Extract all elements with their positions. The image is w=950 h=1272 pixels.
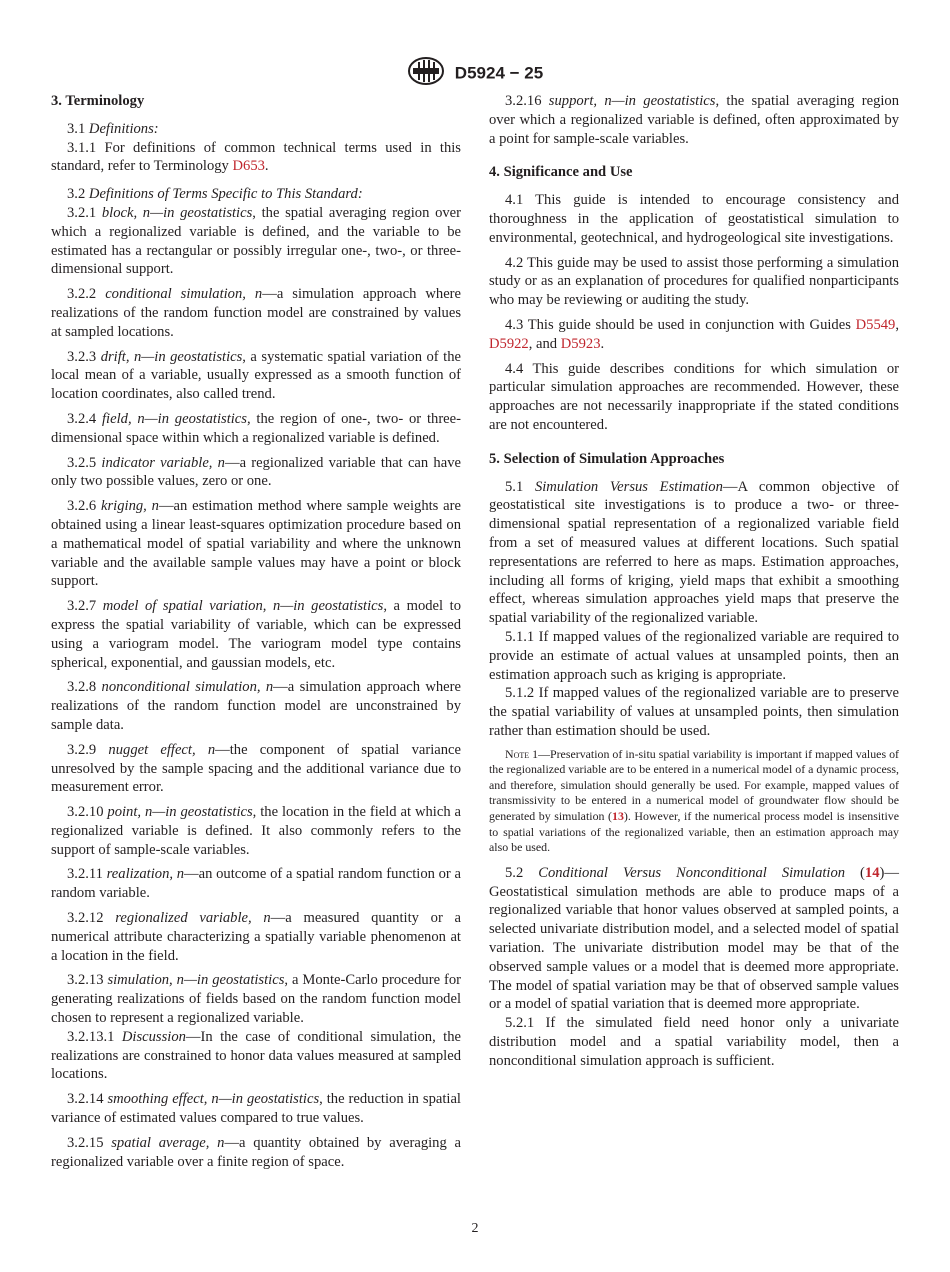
para-3-2-5: 3.2.5 indicator variable, n—a regionalized variable that can have only two possible values, zero or one. xyxy=(51,454,461,490)
para-4-3: 4.3 This guide should be used in conjunction with Guides D5549, D5922, and D5923. xyxy=(489,316,899,352)
para-3-2-8: 3.2.8 nonconditional simulation, n—a simulation approach where realizations of the random function model are unconstrained by sample data. xyxy=(51,679,461,733)
para-3-2-14: 3.2.14 smoothing effect, n—in geostatistics, the reduction in spatial variance of estimated values compared to true values. xyxy=(51,1091,461,1127)
ref-13[interactable]: 13 xyxy=(612,809,624,824)
para-5-1-2: 5.1.2 If mapped values of the regionalized variable are to preserve the spatial variability of values at unsampled points, then simulation rather than estimation should be used. xyxy=(489,685,899,739)
para-3-1-1: 3.1.1 For definitions of common technical terms used in this standard, refer to Terminology D653. xyxy=(51,139,461,175)
section-3-heading: 3. Terminology xyxy=(51,93,145,109)
para-3-2-6: 3.2.6 kriging, n—an estimation method where sample weights are obtained using a linear least-squares optimization procedure based on a mathematical model of spatial variability and where the unknown variable and the available sample values may have a point or block support. xyxy=(51,498,461,590)
para-3-2-12: 3.2.12 regionalized variable, n—a measured quantity or a numerical attribute characterizing a spatially variable phenomenon at a location in the field. xyxy=(51,910,462,964)
link-d5923[interactable]: D5923 xyxy=(560,335,601,352)
para-3-2-3: 3.2.3 drift, n—in geostatistics, a systematic spatial variation of the local mean of a variable, usually expressed as a smooth function of location coordinates, also called trend. xyxy=(51,348,461,403)
left-column xyxy=(51,92,461,1177)
para-5-1-1: 5.1.1 If mapped values of the regionalized variable are required to provide an estimate of actual values at unsampled points, then an estimation approach such as kriging is appropriate. xyxy=(489,628,899,683)
para-4-1: 4.1 This guide is intended to encourage consistency and thoroughness in the application of geostatistical simulation to environmental, geotechnical, and hydrogeological site investigations. xyxy=(489,192,899,246)
section-4-heading: 4. Significance and Use xyxy=(489,164,633,181)
astm-logo-icon xyxy=(407,56,445,91)
para-3-2-7: 3.2.7 model of spatial variation, n—in geostatistics, a model to express the spatial variability of variable, which can be expressed using a variogram model. The variogram model type contains spherical, exponential, and gaussian models, etc. xyxy=(51,598,461,671)
para-5-2: 5.2 Conditional Versus Nonconditional Simulation (14)—Geostatistical simulation methods are able to produce maps of a regionalized variable that honor values observed at sampled points, a selected univariate distribution model, and a selected model of spatial variation. The univariate distribution model may be that of the observed sample values or a model that is deemed more appropriate. The model of spatial variation may be that of observed sample values or a model of spatial variation that is deemed more appropriate. xyxy=(489,864,899,1013)
para-3-2-10: 3.2.10 point, n—in geostatistics, the location in the field at which a regionalized variable is defined. It also commonly refers to the support of sample-scale variables. xyxy=(51,804,461,858)
para-3-2-4: 3.2.4 field, n—in geostatistics, the region of one-, two- or three-dimensional space within which a regionalized variable is defined. xyxy=(51,410,461,446)
para-3-2-16: 3.2.16 support, n—in geostatistics, the spatial averaging region over which a regionalized variable is defined, often approximated by a point for sample-scale variables. xyxy=(489,93,900,147)
page-number: 2 xyxy=(471,1221,479,1236)
link-d653[interactable]: D653 xyxy=(232,158,265,175)
para-5-2-1: 5.2.1 If the simulated field need honor only a univariate distribution model and a spatial variability model, then a nonconditional simulation approach is sufficient. xyxy=(489,1015,899,1069)
link-d5922[interactable]: D5922 xyxy=(489,335,529,352)
document-designation: D5924 − 25 xyxy=(454,63,544,83)
para-3-2-15: 3.2.15 spatial average, n—a quantity obtained by averaging a regionalized variable over a finite region of space. xyxy=(51,1134,461,1170)
right-column xyxy=(489,92,899,1071)
para-3-2: 3.2 Definitions of Terms Specific to This Standard: xyxy=(67,186,363,203)
para-5-1: 5.1 Simulation Versus Estimation—A common objective of geostatistical site investigations is to produce a two- or three-dimensional spatial representation of a regionalized variable field from a set of measured values at different locations. Such spatial representations are referred to here as maps. Estimation approaches, including all forms of kriging, yield maps that exhibit a smoothing effect, whereas simulation approaches yield maps that preserve the spatial variability of the regionalized variable. xyxy=(489,478,899,627)
para-3-2-11: 3.2.11 realization, n—an outcome of a spatial random function or a random variable. xyxy=(51,866,461,902)
para-3-2-13-1: 3.2.13.1 Discussion—In the case of conditional simulation, the realizations are constrained to honor data values measured at sampled locations. xyxy=(51,1028,461,1083)
para-3-1: 3.1 Definitions: xyxy=(67,120,159,137)
para-3-2-2: 3.2.2 conditional simulation, n—a simulation approach where realizations of the random function model are constrained by values at sampled locations. xyxy=(51,286,462,340)
note-1: Note 1—Preservation of in-situ spatial variability is important if mapped values of the regionalized variable are to be entered in a numerical model of a dynamic process, and therefore, simulation should generally be used. For example, mapped values of transmissivity to be entered in a numerical model of groundwater flow should be generated by simulation (13). However, if the numerical process model is insensitive to spatial variations of the regionalized variable, then an estimation approach may also be used. xyxy=(489,746,899,855)
para-3-2-1: 3.2.1 block, n—in geostatistics, the spatial averaging region over which a regionalized variable is defined, and the variable to be estimated has a rectangular or possibly irregular one-, two-, or three-dimensional support. xyxy=(51,204,461,278)
para-3-2-13: 3.2.13 simulation, n—in geostatistics, a Monte-Carlo procedure for generating realizations of fields based on the random function model chosen to represent a regionalized variable. xyxy=(51,972,461,1027)
link-d5549[interactable]: D5549 xyxy=(855,316,896,333)
para-4-2: 4.2 This guide may be used to assist those performing a simulation study or as an explanation of procedures for qualified nonparticipants who may be reviewing or auditing the study. xyxy=(489,254,899,309)
section-5-heading: 5. Selection of Simulation Approaches xyxy=(489,450,725,467)
ref-14[interactable]: 14 xyxy=(864,864,880,881)
page-header xyxy=(0,56,950,91)
para-3-2-9: 3.2.9 nugget effect, n—the component of spatial variance unresolved by the sample spacing and the additional variance due to measurement error. xyxy=(51,741,461,796)
para-4-4: 4.4 This guide describes conditions for which simulation or particular simulation approaches are recommended. However, these approaches are not necessarily inappropriate if the stated conditions are not encountered. xyxy=(489,360,899,433)
